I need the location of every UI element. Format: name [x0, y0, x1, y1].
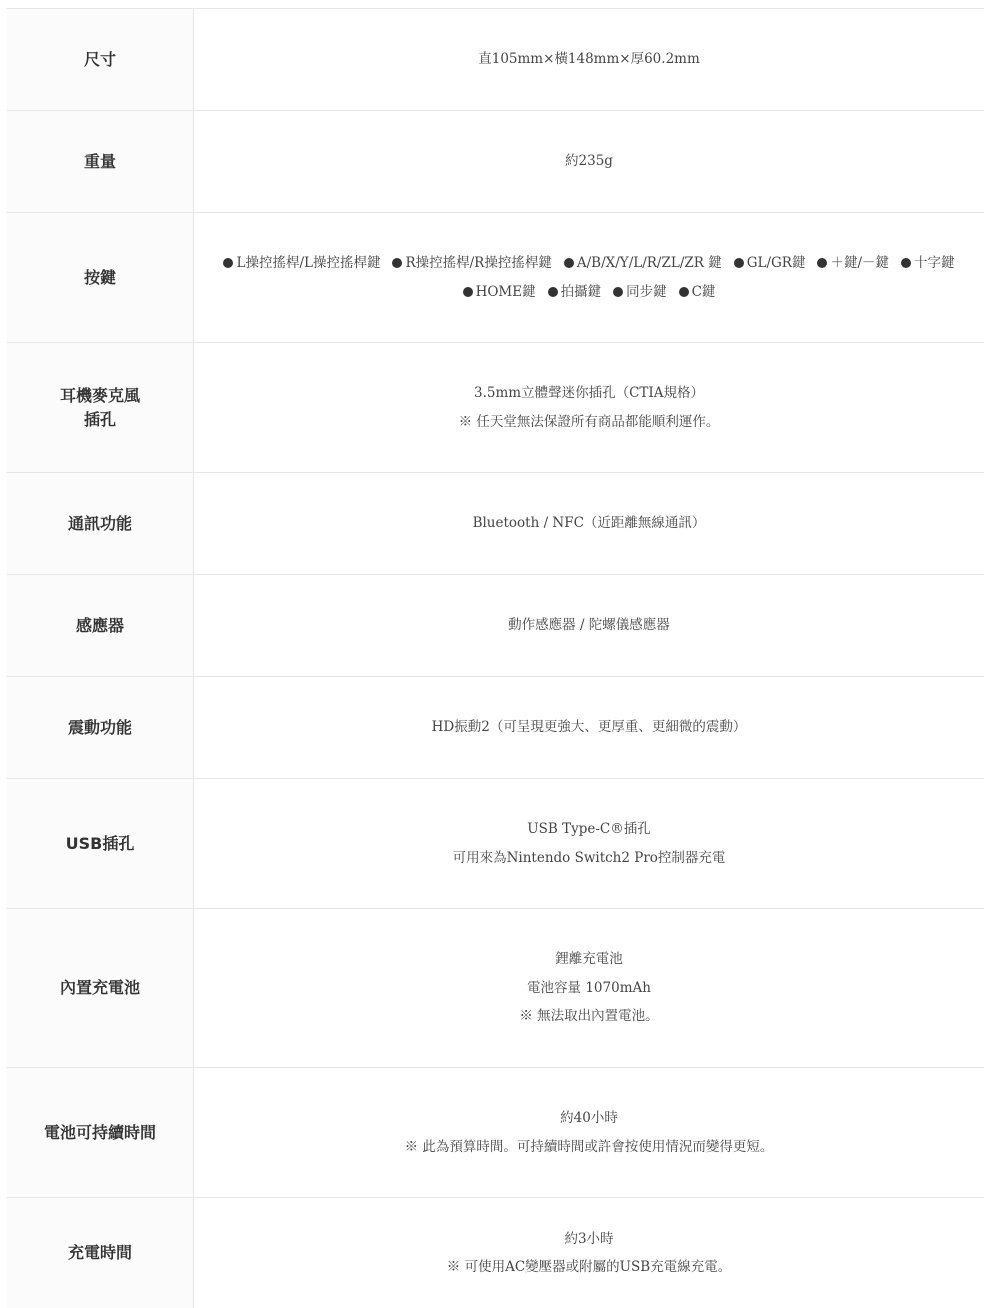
spec-row-sensors — [7, 575, 984, 677]
spec-row-size — [7, 9, 984, 111]
spec-value-line: 直105mm×橫148mm×厚60.2mm — [478, 51, 700, 68]
bullet-icon — [901, 258, 911, 268]
key-item — [734, 249, 806, 278]
key-label: GL/GR鍵 — [746, 255, 806, 271]
spec-label: 耳機麥克風 插孔 — [7, 343, 194, 472]
bullet-icon — [463, 287, 473, 297]
spec-row-buttons — [7, 213, 984, 343]
spec-value — [194, 575, 984, 676]
spec-label: 尺寸 — [7, 9, 194, 110]
spec-row-battery-life — [7, 1068, 984, 1198]
key-label: HOME鍵 — [475, 283, 536, 300]
spec-label: 重量 — [7, 111, 194, 212]
spec-row-headset-jack — [7, 343, 984, 473]
spec-value-line: 鋰離充電池 — [555, 951, 623, 968]
key-label: L操控搖桿/L操控搖桿鍵 — [236, 255, 381, 271]
spec-row-vibration — [7, 677, 984, 779]
spec-value — [194, 1198, 984, 1308]
key-item — [564, 249, 722, 278]
key-label: 十字鍵 — [914, 255, 955, 271]
spec-value-line: USB Type-C®插孔 — [527, 821, 651, 837]
spec-value-note: ※ 無法取出內置電池。 — [519, 1008, 659, 1025]
key-label: 拍攝鍵 — [560, 283, 602, 300]
key-item — [901, 249, 955, 278]
key-item — [392, 249, 551, 278]
spec-label: 按鍵 — [7, 213, 194, 342]
spec-value — [194, 909, 984, 1067]
spec-row-battery — [7, 909, 984, 1068]
spec-value — [194, 677, 984, 778]
spec-label: 感應器 — [7, 575, 194, 676]
key-list-line — [457, 278, 722, 307]
spec-row-communication — [7, 473, 984, 575]
spec-value-line: 3.5mm立體聲迷你插孔（CTIA規格） — [474, 385, 704, 401]
key-item — [817, 249, 889, 278]
spec-table — [7, 8, 984, 1308]
key-item — [223, 249, 380, 278]
bullet-icon — [548, 287, 558, 297]
spec-value-line: 約235g — [565, 153, 613, 170]
spec-value — [194, 1068, 984, 1197]
key-label: ＋鍵/－鍵 — [830, 255, 890, 271]
spec-value-note: ※ 可使用AC變壓器或附屬的USB充電線充電。 — [446, 1259, 732, 1275]
spec-row-usb-port — [7, 779, 984, 909]
spec-value — [194, 213, 984, 342]
spec-value-line: Bluetooth / NFC（近距離無線通訊） — [472, 515, 706, 532]
key-label: 同步鍵 — [626, 283, 667, 300]
spec-value — [194, 343, 984, 472]
key-item — [548, 278, 602, 307]
bullet-icon — [679, 287, 689, 297]
spec-label: USB插孔 — [7, 779, 194, 908]
spec-value — [194, 473, 984, 574]
key-label: R操控搖桿/R操控搖桿鍵 — [405, 255, 552, 271]
bullet-icon — [817, 258, 827, 268]
spec-value — [194, 779, 984, 908]
key-list-line — [217, 249, 960, 278]
spec-value-line: 可用來為Nintendo Switch2 Pro控制器充電 — [452, 849, 726, 866]
spec-value-line: 動作感應器 / 陀螺儀感應器 — [508, 617, 670, 634]
spec-label: 震動功能 — [7, 677, 194, 778]
spec-value-line: 約3小時 — [564, 1230, 614, 1247]
spec-value — [194, 111, 984, 212]
spec-row-charging-time — [7, 1198, 984, 1308]
key-item — [463, 278, 536, 307]
spec-value-note: ※ 此為預算時間。可持續時間或許會按使用情況而變得更短。 — [404, 1138, 774, 1155]
spec-label: 通訊功能 — [7, 473, 194, 574]
bullet-icon — [564, 258, 574, 268]
spec-value — [194, 9, 984, 110]
bullet-icon — [734, 258, 744, 268]
key-item — [679, 278, 716, 307]
spec-value-line: HD振動2（可呈現更強大、更厚重、更細微的震動） — [431, 719, 747, 736]
spec-label: 充電時間 — [7, 1198, 194, 1308]
spec-value-line: 約40小時 — [560, 1110, 618, 1126]
bullet-icon — [392, 258, 402, 268]
spec-label: 電池可持續時間 — [7, 1068, 194, 1197]
bullet-icon — [613, 287, 623, 297]
key-label: A/B/X/Y/L/R/ZL/ZR 鍵 — [576, 255, 722, 271]
spec-label: 內置充電池 — [7, 909, 194, 1067]
spec-row-weight — [7, 111, 984, 213]
key-label: C鍵 — [691, 283, 716, 300]
key-item — [613, 278, 667, 307]
spec-value-note: ※ 任天堂無法保證所有商品都能順利運作。 — [458, 413, 720, 430]
bullet-icon — [223, 258, 233, 268]
spec-value-line: 電池容量 1070mAh — [527, 979, 651, 996]
